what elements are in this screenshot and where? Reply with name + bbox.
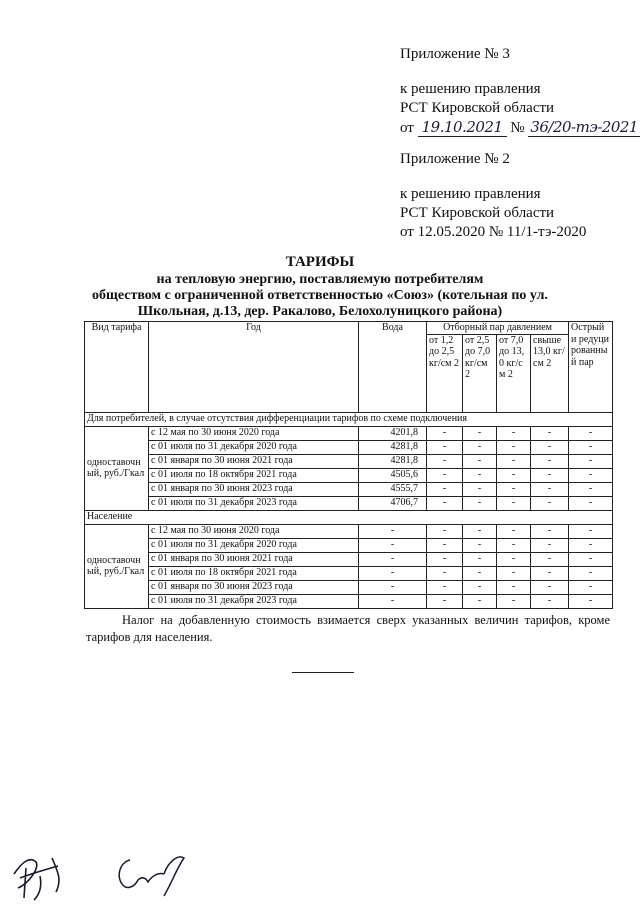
dash-cell: -	[463, 440, 497, 454]
water-cell: 4555,7	[359, 482, 427, 496]
dash-cell: -	[569, 524, 613, 538]
dash-cell: -	[463, 468, 497, 482]
dash-cell: -	[427, 552, 463, 566]
dash-cell: -	[531, 580, 569, 594]
decision-date-line	[400, 118, 640, 138]
period-cell: с 01 июля по 18 октября 2021 года	[149, 566, 359, 580]
period-cell: с 01 июля по 31 декабря 2023 года	[149, 496, 359, 510]
table-row	[85, 440, 613, 454]
tariff-type-cell: одноставочный, руб./Гкал	[85, 524, 149, 608]
dash-cell: -	[427, 426, 463, 440]
appendix-3-label: Приложение № 3	[400, 46, 510, 62]
header-steam-1: от 1,2 до 2,5 кг/см 2	[427, 334, 463, 412]
table-row	[85, 468, 613, 482]
dash-cell: -	[531, 538, 569, 552]
dash-cell: -	[463, 426, 497, 440]
dash-cell: -	[569, 440, 613, 454]
dash-cell: -	[497, 496, 531, 510]
table-row	[85, 552, 613, 566]
dash-cell: -	[463, 552, 497, 566]
dash-cell: -	[569, 496, 613, 510]
header-tariff-type: Вид тарифа	[85, 322, 149, 413]
number-prefix: №	[510, 120, 525, 136]
dash-cell: -	[531, 440, 569, 454]
dash-cell: -	[569, 482, 613, 496]
period-cell: с 01 июля по 31 декабря 2023 года	[149, 594, 359, 608]
header-steam: Отборный пар давлением	[427, 322, 569, 335]
dash-cell: -	[497, 580, 531, 594]
header-year: Год	[149, 322, 359, 413]
dash-cell: -	[531, 496, 569, 510]
dash-cell: -	[569, 594, 613, 608]
date-prefix: от	[400, 120, 414, 136]
dash-cell: -	[427, 538, 463, 552]
dash-cell: -	[569, 580, 613, 594]
decision2-line-3: от 12.05.2020 № 11/1-тэ-2020	[400, 224, 587, 240]
doc-subtitle-3: Школьная, д.13, дер. Ракалово, Белохолуницкого района)	[137, 304, 503, 319]
dash-cell: -	[463, 496, 497, 510]
table-row	[85, 482, 613, 496]
dash-cell: -	[497, 426, 531, 440]
dash-cell: -	[427, 482, 463, 496]
tariff-table	[84, 321, 613, 609]
water-cell: -	[359, 552, 427, 566]
table-row	[85, 496, 613, 510]
section-population: Население	[85, 510, 613, 524]
dash-cell: -	[497, 468, 531, 482]
dash-cell: -	[569, 566, 613, 580]
dash-cell: -	[531, 594, 569, 608]
dash-cell: -	[497, 440, 531, 454]
dash-cell: -	[531, 566, 569, 580]
dash-cell: -	[531, 552, 569, 566]
doc-subtitle-2: обществом с ограниченной ответственностью «Союз» (котельная по ул.	[92, 288, 548, 303]
vat-note: Налог на добавленную стоимость взимается сверх указанных величин тарифов, кроме тарифов для населения.	[86, 613, 610, 644]
period-cell: с 12 мая по 30 июня 2020 года	[149, 426, 359, 440]
dash-cell: -	[427, 580, 463, 594]
appendix-2-label: Приложение № 2	[400, 151, 510, 167]
decision-line-1: к решению правления	[400, 81, 541, 97]
dash-cell: -	[497, 594, 531, 608]
period-cell: с 01 июля по 31 декабря 2020 года	[149, 538, 359, 552]
period-cell: с 01 июля по 31 декабря 2020 года	[149, 440, 359, 454]
dash-cell: -	[569, 468, 613, 482]
dash-cell: -	[531, 482, 569, 496]
dash-cell: -	[427, 566, 463, 580]
decision-line-2: РСТ Кировской области	[400, 100, 555, 116]
doc-title: ТАРИФЫ	[285, 254, 355, 270]
water-cell: 4281,8	[359, 440, 427, 454]
dash-cell: -	[497, 538, 531, 552]
header-sharp-steam: Острый и редуцированный пар	[569, 322, 613, 413]
decision2-line-2: РСТ Кировской области	[400, 205, 555, 221]
water-cell: -	[359, 538, 427, 552]
dash-cell: -	[569, 454, 613, 468]
dash-cell: -	[463, 594, 497, 608]
table-row	[85, 566, 613, 580]
water-cell: 4281,8	[359, 454, 427, 468]
dash-cell: -	[427, 524, 463, 538]
water-cell: 4505,6	[359, 468, 427, 482]
header-steam-2: от 2,5 до 7,0 кг/см 2	[463, 334, 497, 412]
dash-cell: -	[463, 482, 497, 496]
table-row	[85, 426, 613, 440]
tariff-type-cell: одноставочный, руб./Гкал	[85, 426, 149, 510]
dash-cell: -	[463, 454, 497, 468]
dash-cell: -	[427, 468, 463, 482]
header-water: Вода	[359, 322, 427, 413]
water-cell: -	[359, 524, 427, 538]
table-row	[85, 580, 613, 594]
dash-cell: -	[427, 594, 463, 608]
period-cell: с 01 января по 30 июня 2021 года	[149, 552, 359, 566]
dash-cell: -	[427, 496, 463, 510]
handwritten-number: 36/20-тэ-2021	[530, 118, 638, 136]
end-separator	[292, 672, 354, 673]
decision2-line-1: к решению правления	[400, 186, 541, 202]
dash-cell: -	[463, 580, 497, 594]
water-cell: -	[359, 594, 427, 608]
dash-cell: -	[427, 454, 463, 468]
water-cell: 4706,7	[359, 496, 427, 510]
doc-subtitle-1: на тепловую энергию, поставляемую потребителям	[156, 272, 484, 287]
table-row	[85, 538, 613, 552]
dash-cell: -	[569, 552, 613, 566]
dash-cell: -	[569, 538, 613, 552]
water-cell: -	[359, 566, 427, 580]
dash-cell: -	[497, 552, 531, 566]
dash-cell: -	[463, 538, 497, 552]
period-cell: с 01 января по 30 июня 2021 года	[149, 454, 359, 468]
dash-cell: -	[497, 482, 531, 496]
section-consumers: Для потребителей, в случае отсутствия дифференциации тарифов по схеме подключения	[85, 412, 613, 426]
dash-cell: -	[569, 426, 613, 440]
dash-cell: -	[531, 468, 569, 482]
period-cell: с 01 июля по 18 октября 2021 года	[149, 468, 359, 482]
handwritten-date: 19.10.2021	[418, 118, 507, 137]
dash-cell: -	[531, 454, 569, 468]
period-cell: с 12 мая по 30 июня 2020 года	[149, 524, 359, 538]
header-steam-4: свыше 13,0 кг/см 2	[531, 334, 569, 412]
water-cell: -	[359, 580, 427, 594]
period-cell: с 01 января по 30 июня 2023 года	[149, 580, 359, 594]
dash-cell: -	[463, 566, 497, 580]
dash-cell: -	[497, 524, 531, 538]
table-row	[85, 594, 613, 608]
dash-cell: -	[497, 566, 531, 580]
dash-cell: -	[463, 524, 497, 538]
signature-icon	[108, 852, 198, 902]
table-row	[85, 524, 613, 538]
water-cell: 4201,8	[359, 426, 427, 440]
header-steam-3: от 7,0 до 13,0 кг/см 2	[497, 334, 531, 412]
dash-cell: -	[497, 454, 531, 468]
dash-cell: -	[531, 524, 569, 538]
table-row	[85, 454, 613, 468]
period-cell: с 01 января по 30 июня 2023 года	[149, 482, 359, 496]
dash-cell: -	[427, 440, 463, 454]
dash-cell: -	[531, 426, 569, 440]
